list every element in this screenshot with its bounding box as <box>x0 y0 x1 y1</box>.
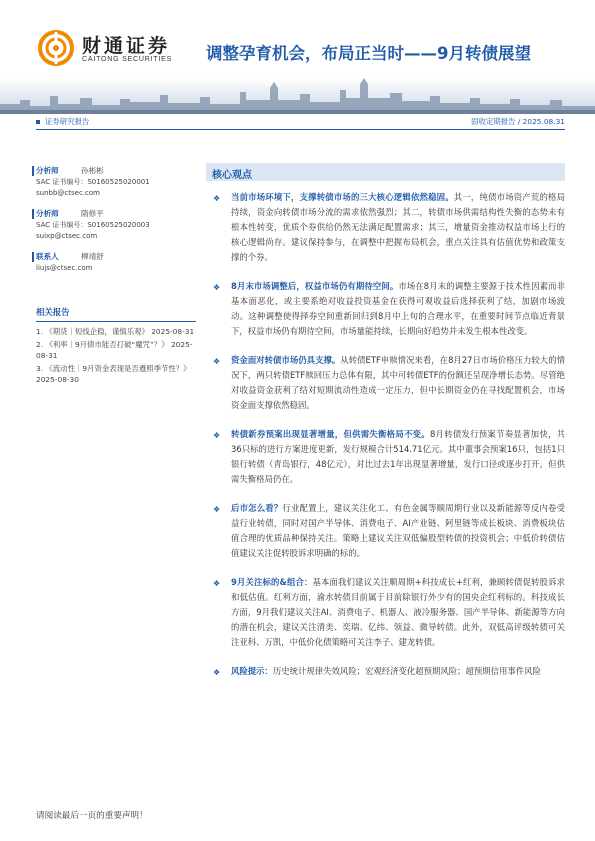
diamond-bullet-icon: ❖ <box>213 194 221 203</box>
paragraph-body: 基本面我们建议关注顺周期+科技成长+红利，兼顾转债促转股诉求和低估值。红利方面，渝水转债目前属于目前除银行外少有的国央企红利标的。科技成长方面，9月我们建议关注AI、消费电子、机器人、液冷服务器、国产半导体、新能源等方向的潜在机会，建议关注清美、奕瑞、亿纬、领益、微导转债。此外，双低高评级转债可关注亚科、万凯，中低价化债策略可关注李子、建龙转债。 <box>231 577 565 647</box>
paragraph-body: 历史统计规律失效风险；宏观经济变化超预期风险；超预期信用事件风险 <box>272 666 541 676</box>
paragraph-lead: 9月关注标的&组合： <box>231 577 313 587</box>
paragraph-lead: 资金面对转债市场仍具支撑。 <box>231 355 341 365</box>
core-viewpoints-band <box>206 163 565 181</box>
paragraph-body: 其一，纯债市场资产荒的格局持续，资金向转债市场分流的需求依然强烈；其二，转债市场供需结构性失衡的态势未有根本性转变，优质个券供给仍然无法满足配置需求；其三，增量资金推动权益市场上行的核心逻辑尚存。建议保持参与，在调整中把握布局机会，重点关注具有估值优势和政策支撑的个券。 <box>231 192 565 262</box>
viewpoint-paragraph <box>213 575 565 650</box>
left-sidebar <box>36 165 196 387</box>
logo-english-name: CAITONG SECURITIES <box>82 56 173 63</box>
report-type-label <box>36 116 89 127</box>
analyst-role: 分析师 <box>36 209 59 218</box>
report-title: 调整孕育机会，布局正当时——9月转债展望 <box>206 44 531 63</box>
contact-role: 联系人 <box>36 252 59 261</box>
paragraph-body: 8月转债发行预案节奏显著加快，共36只标的进行方案进度更新，发行规模合计514.71亿元。其中董事会预案16只，包括1只银行转债（青岛银行，48亿元），对比过去1年出现显著增量，发行口径或逐步打开，但供需失衡格局仍在。 <box>231 429 566 484</box>
related-report-link[interactable]: 2. 《利率｜9月债市能否打破“魔咒”？》 2025-08-31 <box>36 339 193 360</box>
paragraph-lead: 8月末市场调整后，权益市场仍有期待空间。 <box>231 281 399 291</box>
paragraph-lead: 转债新券预案出现显著增量，但供需失衡格局不变。 <box>231 429 430 439</box>
header-divider <box>36 129 565 130</box>
contact-marker <box>32 252 34 262</box>
contact-email[interactable]: liujs@ctsec.com <box>36 264 93 272</box>
related-report-link[interactable]: 1. 《期货｜短线企稳，谨慎乐观》 2025-08-31 <box>36 327 195 336</box>
paragraph-body: 行业配置上，建议关注化工、有色金属等顺周期行业以及新能源等反内卷受益行业转债，同时对国产半导体、消费电子、AI产业链、阿里链等成长板块、消费板块估值合理的优质品种保持关注。策略上建议关注双低偏股型转债的投资机会；中低价转债估值建议关注促转股诉求明确的标的。 <box>231 503 566 558</box>
cityscape-banner <box>0 78 595 114</box>
related-reports-title: 相关报告 <box>36 307 70 317</box>
paragraph-body: 从转债ETF申赎情况来看，在8月27日市场价格压力较大的情况下，两只转债ETF赎回压力总体有限，其中可转债ETF的份额还呈现净增长态势。尽管绝对收益资金获利了结对短期流动性造成一定压力，但中长期资金仍在寻找配置机会，市场资金面支撑依然稳固。 <box>231 355 565 410</box>
analyst-name: 隋修平 <box>81 209 104 218</box>
diamond-bullet-icon: ❖ <box>213 668 221 677</box>
paragraph-lead: 后市怎么看？ <box>231 503 283 513</box>
viewpoint-paragraph <box>213 427 565 487</box>
paragraph-lead: 当前市场环境下，支撑转债市场的三大核心逻辑依然稳固。 <box>231 192 454 202</box>
diamond-bullet-icon: ❖ <box>213 283 221 292</box>
subheader-left-text: 证券研究报告 <box>45 117 90 126</box>
viewpoint-paragraph <box>213 664 565 679</box>
analyst-cert: SAC 证书编号：S0160525020001 <box>36 178 150 186</box>
diamond-bullet-icon: ❖ <box>213 357 221 366</box>
analyst-email[interactable]: suixp@ctsec.com <box>36 232 98 240</box>
analyst-cert: SAC 证书编号：S0160525020003 <box>36 221 150 229</box>
logo-chinese-name: 财通证券 <box>82 35 171 57</box>
contact-name: 柳靖舒 <box>81 252 104 261</box>
related-reports-divider <box>36 321 196 322</box>
related-report-link[interactable]: 3. 《流动性｜9月资金表现是否遵照季节性？》 2025-08-30 <box>36 363 191 384</box>
viewpoint-paragraph <box>213 190 565 265</box>
contact-block <box>36 251 196 274</box>
analyst-block <box>36 165 196 199</box>
diamond-bullet-icon: ❖ <box>213 431 221 440</box>
viewpoint-paragraph <box>213 353 565 413</box>
analyst-marker <box>32 209 34 219</box>
viewpoint-paragraph <box>213 279 565 339</box>
caitong-logo-icon <box>36 28 76 68</box>
core-viewpoints-title: 核心观点 <box>212 170 252 181</box>
analyst-email[interactable]: sunbb@ctsec.com <box>36 189 100 197</box>
subheader-bar <box>36 114 565 128</box>
disclaimer-notice: 请阅读最后一页的重要声明！ <box>36 811 148 821</box>
square-bullet-icon <box>36 120 40 124</box>
report-date-label: 固收定期报告 / 2025.08.31 <box>471 117 565 126</box>
analyst-name: 孙彬彬 <box>81 166 104 175</box>
analyst-role: 分析师 <box>36 166 59 175</box>
viewpoint-paragraph <box>213 501 565 561</box>
report-header <box>0 0 595 100</box>
paragraph-body: 市场在8月末的调整主要源于技术性因素而非基本面恶化，或主要系绝对收益投资基金在获得可观收益后选择获利了结，加剧市场波动。这种调整使得择券空间重新回归到8月中上旬的合理水平，在重要时间节点临近背景下，权益市场仍有期待空间，市场量能持续，长期向好趋势并未发生根本性改变。 <box>231 281 566 336</box>
paragraph-lead: 风险提示： <box>231 666 273 676</box>
analyst-block <box>36 208 196 242</box>
main-content <box>213 190 565 693</box>
analyst-marker <box>32 166 34 176</box>
diamond-bullet-icon: ❖ <box>213 579 221 588</box>
diamond-bullet-icon: ❖ <box>213 505 221 514</box>
